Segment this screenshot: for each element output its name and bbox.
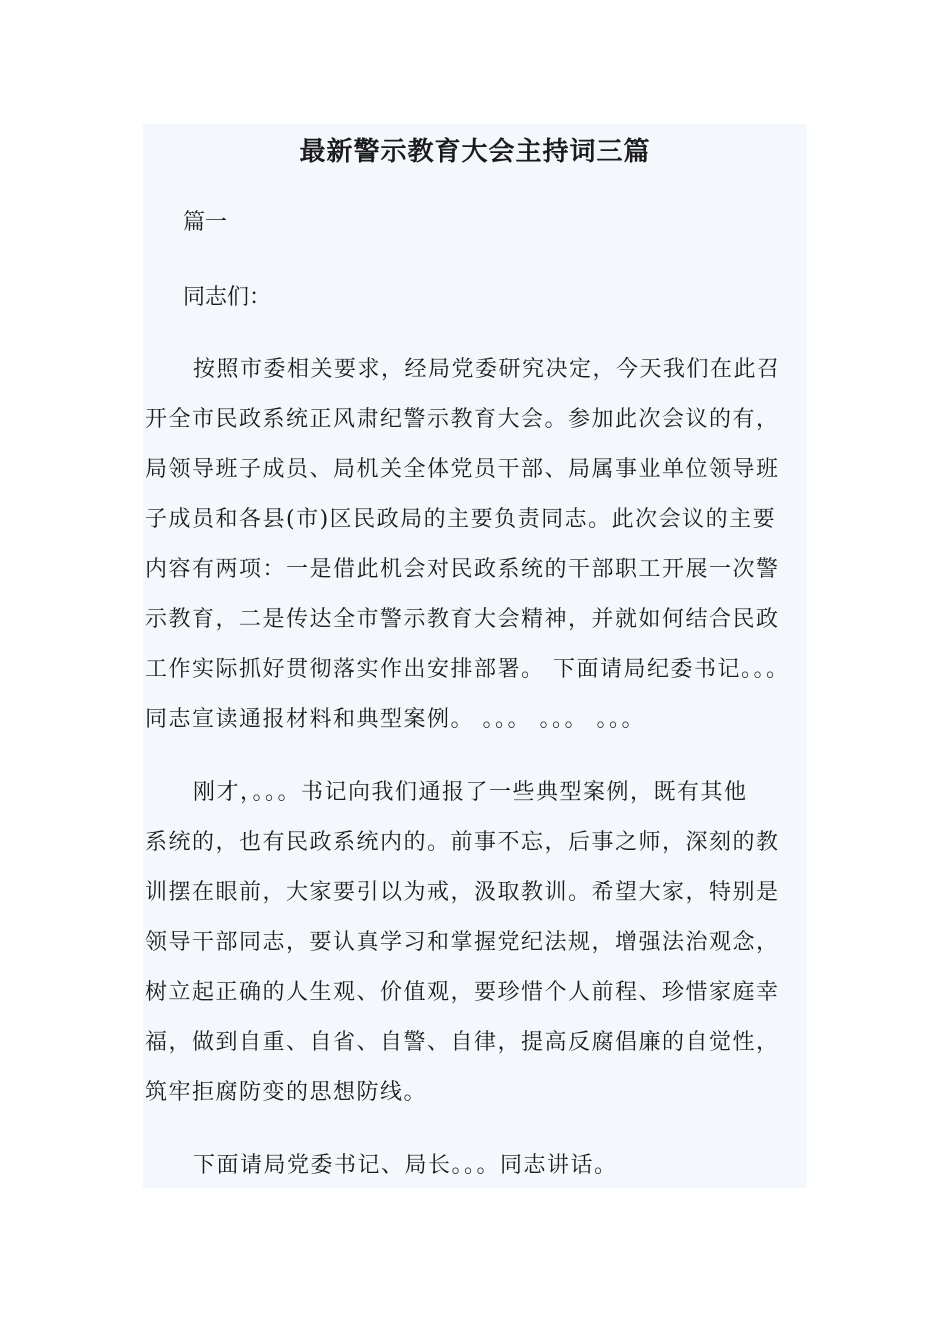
paragraph-line: 训摆在眼前，大家要引以为戒，汲取教训。希望大家，特别是 xyxy=(145,880,780,905)
paragraph-line: 局领导班子成员、局机关全体党员干部、局属事业单位领导班 xyxy=(145,457,780,482)
salutation: 同志们： xyxy=(183,285,272,310)
paragraph-2 xyxy=(145,768,835,1118)
paragraph-line: 领导干部同志，要认真学习和掌握党纪法规，增强法治观念， xyxy=(145,930,780,955)
paragraph-line: 工作实际抓好贯彻落实作出安排部署。 下面请局纪委书记。。。 xyxy=(145,657,790,682)
paragraph-line: 刚才，。。。书记向我们通报了一些典型案例，既有其他 xyxy=(193,780,748,805)
paragraph-line: 按照市委相关要求，经局党委研究决定，今天我们在此召 xyxy=(193,357,781,382)
section-label: 篇一 xyxy=(183,210,228,235)
paragraph-line: 示教育，二是传达全市警示教育大会精神，并就如何结合民政 xyxy=(145,607,780,632)
paragraph-line: 系统的，也有民政系统内的。前事不忘，后事之师，深刻的教 xyxy=(145,830,780,855)
paragraph-line: 福，做到自重、自省、自警、自律，提高反腐倡廉的自觉性， xyxy=(145,1030,780,1055)
paragraph-line: 树立起正确的人生观、价值观，要珍惜个人前程、珍惜家庭幸 xyxy=(145,980,780,1005)
document-title: 最新警示教育大会主持词三篇 xyxy=(299,137,651,167)
paragraph-line: 子成员和各县(市)区民政局的主要负责同志。此次会议的主要 xyxy=(145,507,777,532)
paragraph-line: 下面请局党委书记、局长。。。同志讲话。 xyxy=(193,1153,618,1178)
paragraph-line: 筑牢拒腐防变的思想防线。 xyxy=(145,1080,428,1105)
paragraph-3 xyxy=(145,1141,835,1191)
paragraph-1 xyxy=(145,345,835,745)
paragraph-line: 内容有两项：一是借此机会对民政系统的干部职工开展一次警 xyxy=(145,557,780,582)
paragraph-line: 同志宣读通报材料和典型案例。 。。。 。。。 。。。 xyxy=(145,707,645,732)
paragraph-line: 开全市民政系统正风肃纪警示教育大会。参加此次会议的有， xyxy=(145,407,780,432)
